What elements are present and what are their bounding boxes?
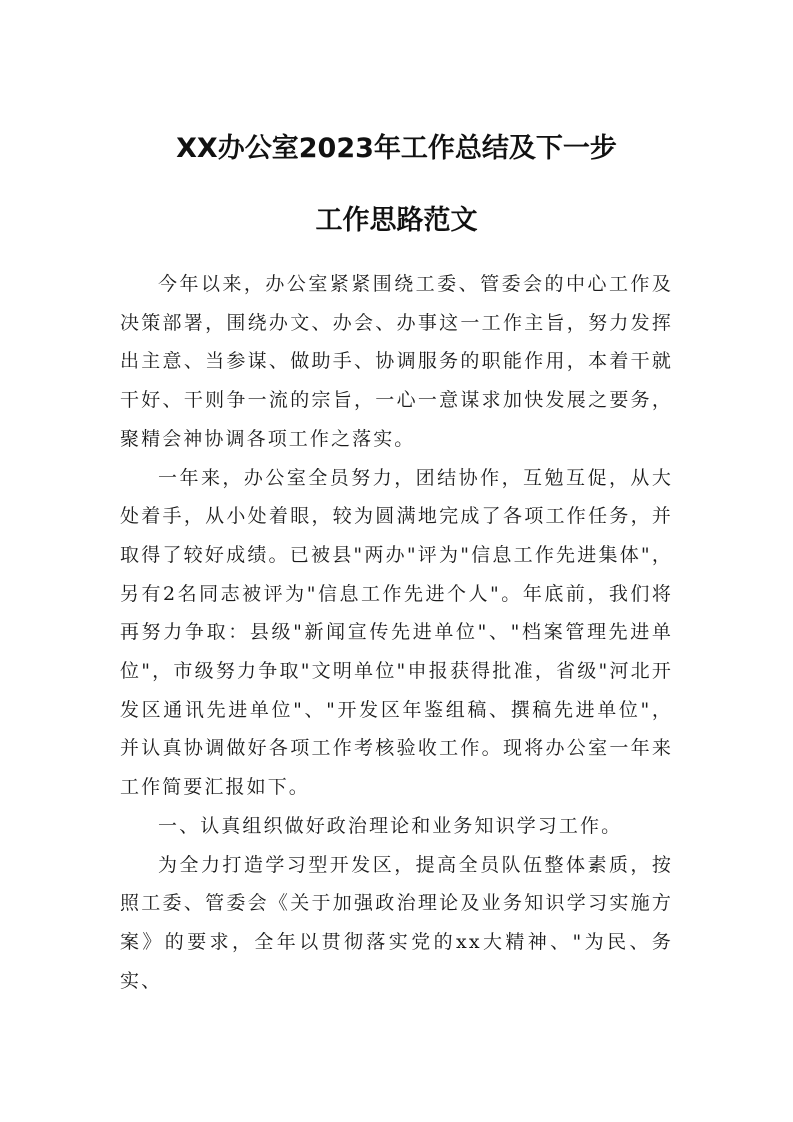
document-title-line-2: 工作思路范文 [315, 205, 478, 236]
paragraph-study: 为全力打造学习型开发区，提高全员队伍整体素质，按照工委、管委会《关于加强政治理论及业务知识学习实施方案》的要求，全年以贯彻落实党的xx大精神、"为民、务实、 [120, 853, 673, 992]
paragraph-achievements: 一年来，办公室全员努力，团结协作，互勉互促，从大处着手，从小处着眼，较为圆满地完成了各项工作任务，并取得了较好成绩。已被县"两办"评为"信息工作先进集体"，另有2名同志被评为"信息工作先进个人"。年底前，我们将再努力争取：县级"新闻宣传先进单位"、"档案管理先进单位"，市级努力争取"文明单位"申报获得批准，省级"河北开发区通讯先进单位"、"开发区年鉴组稿、撰稿先进单位"，并认真协调做好各项工作考核验收工作。现将办公室一年来工作简要汇报如下。 [120, 466, 673, 799]
document-body [120, 265, 673, 1000]
document-title-line-1: XX办公室2023年工作总结及下一步 [176, 133, 617, 164]
section-heading-1: 一、认真组织做好政治理论和业务知识学习工作。 [158, 814, 623, 837]
paragraph-intro: 今年以来，办公室紧紧围绕工委、管委会的中心工作及决策部署，围绕办文、办会、办事这一工作主旨，努力发挥出主意、当参谋、做助手、协调服务的职能作用，本着干就干好、干则争一流的宗旨，一心一意谋求加快发展之要务，聚精会神协调各项工作之落实。 [120, 273, 673, 450]
